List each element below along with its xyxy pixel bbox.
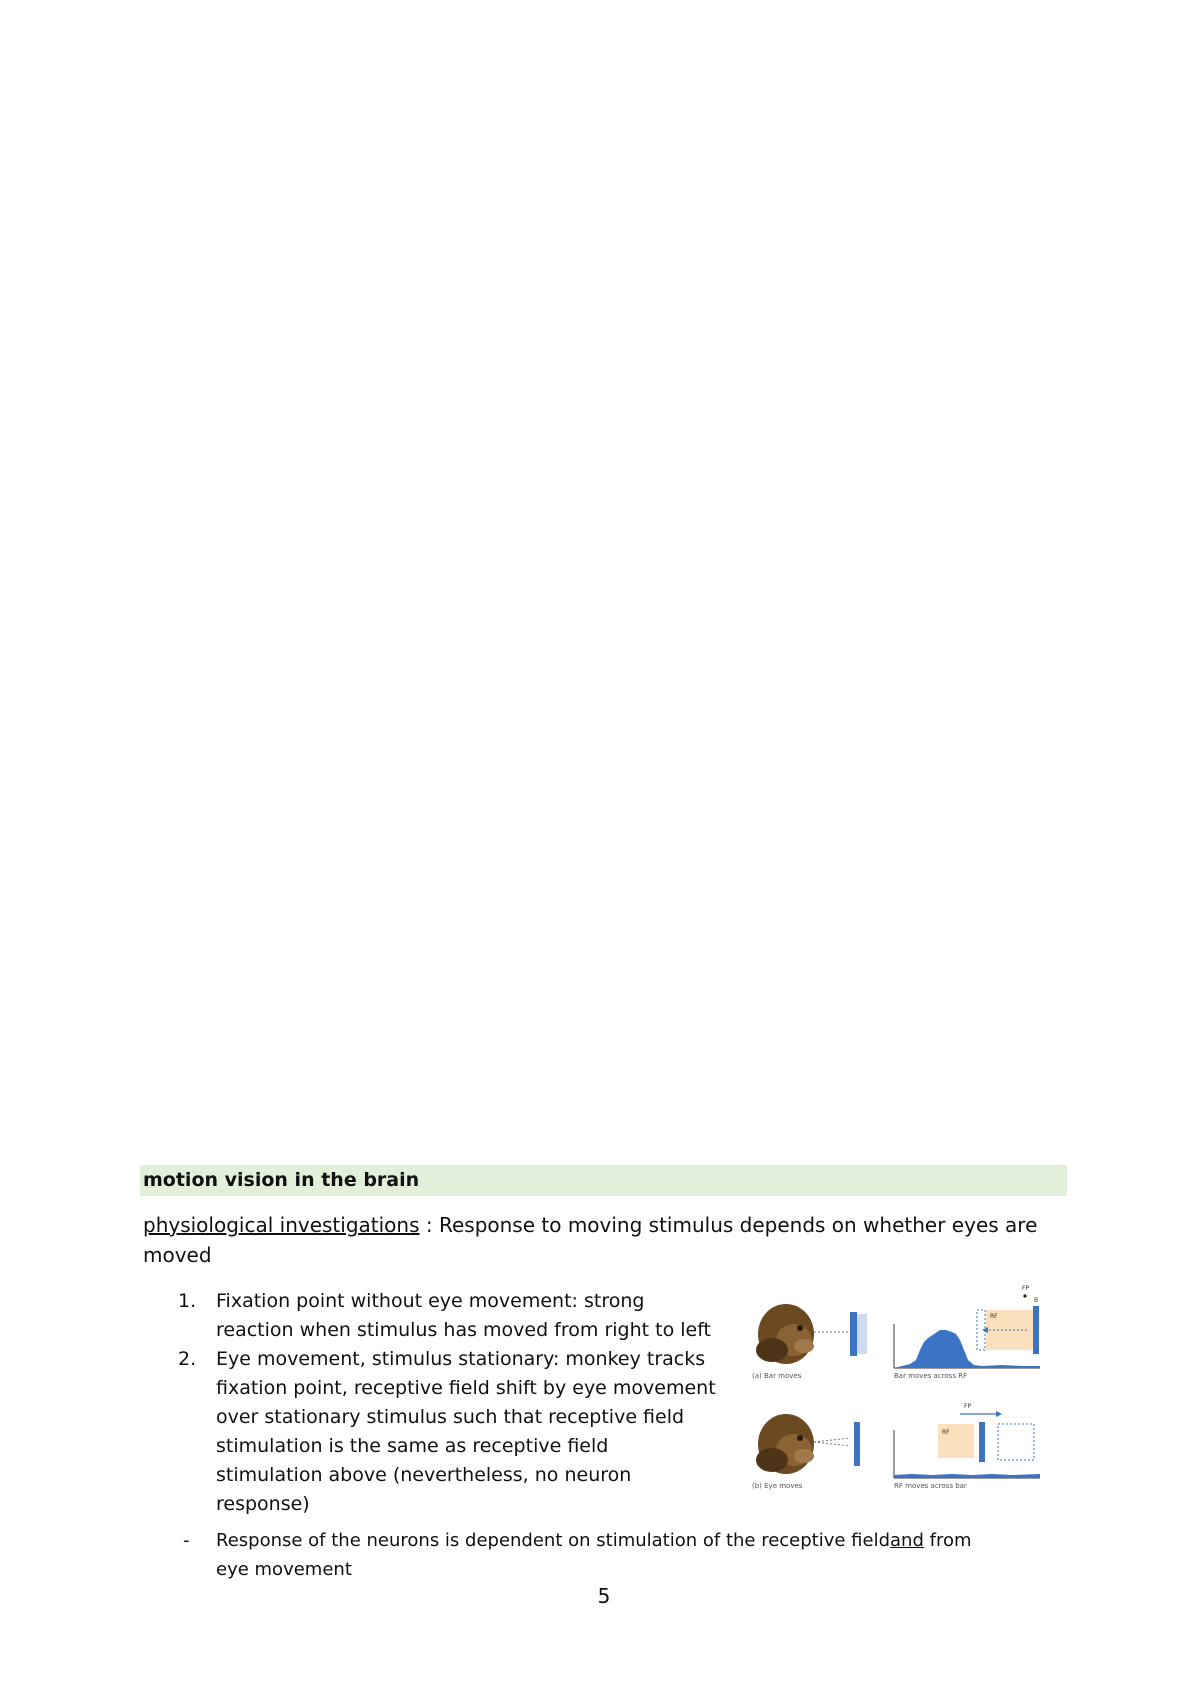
bar-label: B (1034, 1297, 1039, 1304)
list-item-text: Eye movement, stimulus stationary: monkey tracks fixation point, receptive field shift by eye movement over stationary stimulus such that receptive field stimulation is the same as receptive field stimulation above (nevertheless, no neuron response) (216, 1348, 716, 1515)
intro-text: : Response to moving stimulus depends on whether eyes are moved (143, 1213, 1038, 1267)
panel-b-label: (b) Eye moves (752, 1482, 803, 1490)
monkey-head-image (756, 1304, 814, 1364)
fp-label: FP (1022, 1285, 1030, 1292)
bullet-point (183, 1526, 996, 1584)
intro-underlined-term: physiological investigations (143, 1213, 420, 1237)
panel-a-label: (a) Bar moves (752, 1372, 802, 1380)
rf-label-b: RF (942, 1429, 950, 1436)
experiment-figure-svg (742, 1280, 1042, 1500)
numbered-list (178, 1287, 718, 1519)
intro-paragraph (143, 1210, 1073, 1270)
bullet-dash: - (183, 1530, 190, 1551)
stimulus-bar (854, 1422, 860, 1466)
list-item-number: 2. (178, 1348, 197, 1370)
panel-a (752, 1285, 1040, 1380)
panel-b-caption: RF moves across bar (894, 1482, 967, 1490)
page-number: 5 (597, 1584, 611, 1608)
fp-label-b: FP (964, 1403, 972, 1410)
section-heading: motion vision in the brain (143, 1169, 420, 1191)
list-item-text: Fixation point without eye movement: strong reaction when stimulus has moved from right to left (216, 1290, 712, 1341)
list-item (178, 1345, 718, 1519)
panel-a-caption: Bar moves across RF (894, 1372, 968, 1380)
list-item-number: 1. (178, 1290, 197, 1312)
bullet-text-end: from eye movement (216, 1530, 972, 1580)
monkey-head-image (756, 1414, 814, 1474)
stimulus-bar (850, 1312, 857, 1356)
bullet-text: Response of the neurons is dependent on stimulation of the receptive field (216, 1530, 891, 1551)
panel-b (752, 1403, 1040, 1490)
experiment-figure (742, 1280, 1042, 1500)
rf-label: RF (990, 1313, 998, 1320)
bullet-underlined-word: and (890, 1530, 924, 1551)
list-item (178, 1287, 718, 1345)
